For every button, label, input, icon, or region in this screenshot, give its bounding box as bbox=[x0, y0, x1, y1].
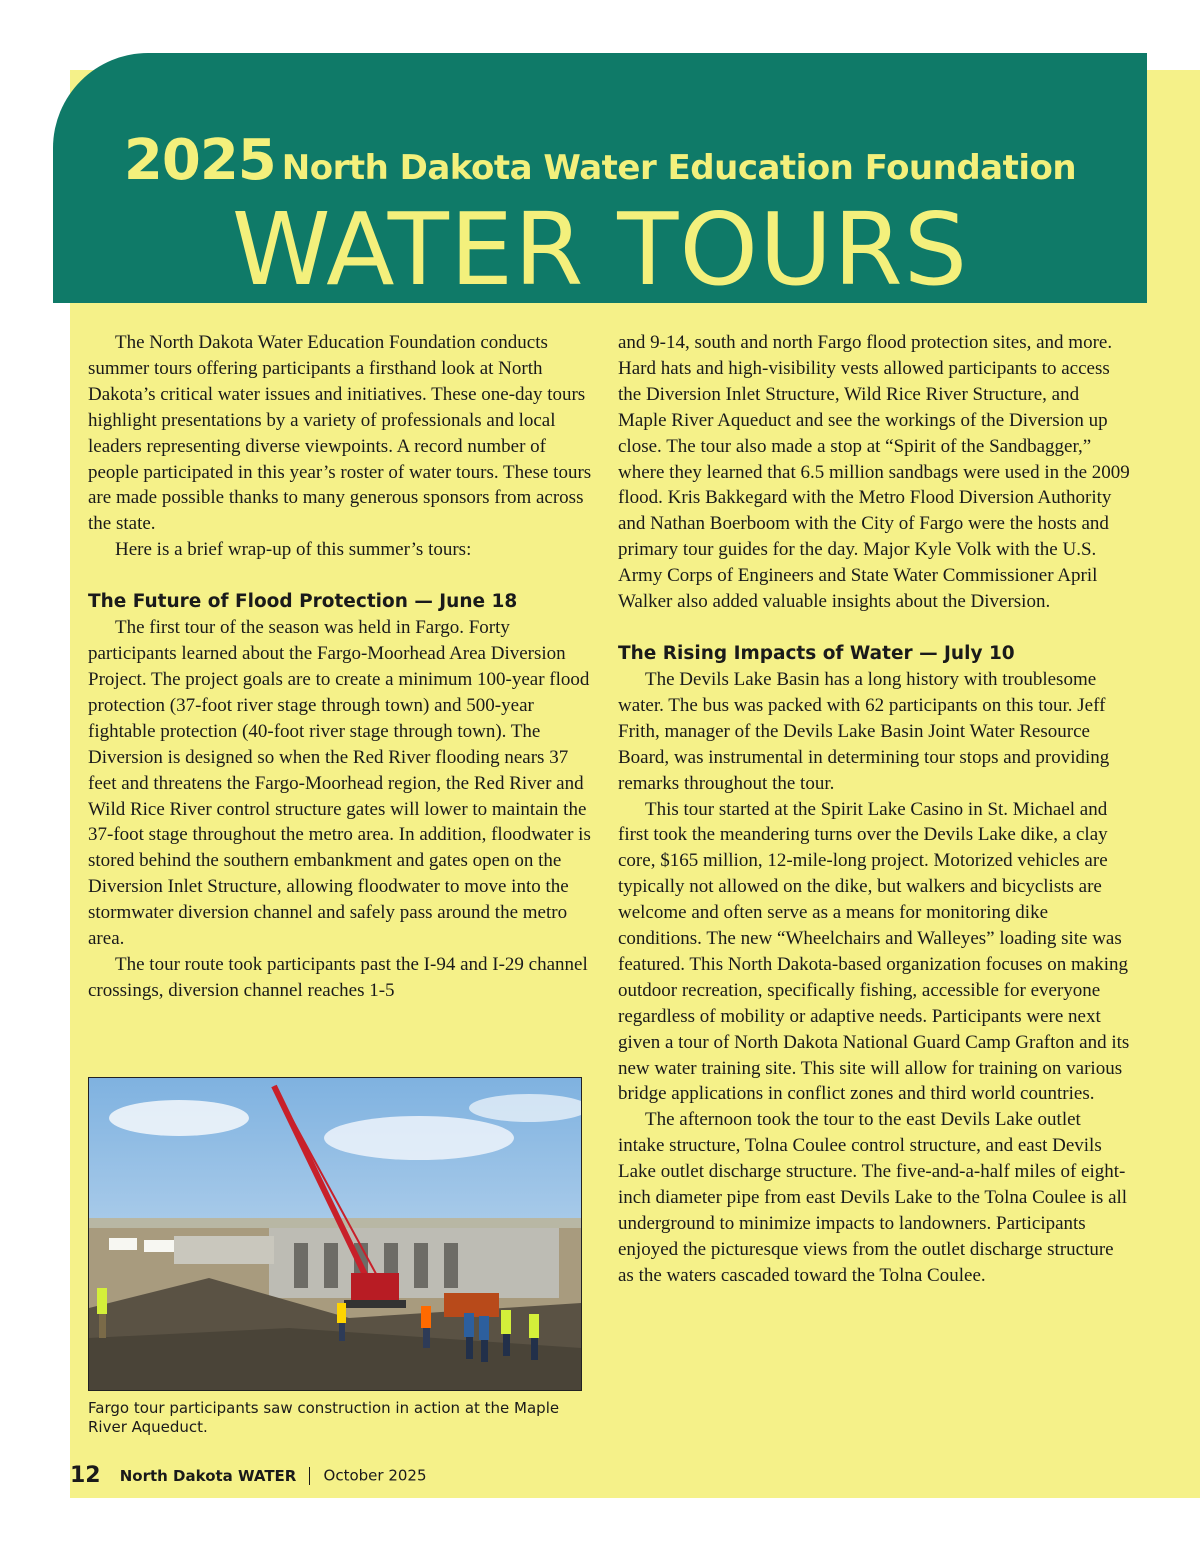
section-2-paragraph-1: The Devils Lake Basin has a long history with troublesome water. The bus was packed with 62 participants on this tour. Jeff Frith, manager of the Devils Lake Basin Joint Water Resource Board, was instrumental in determining tour stops and providing remarks throughout the tour. bbox=[618, 668, 1110, 794]
section-1-heading: The Future of Flood Protection — June 18 bbox=[88, 591, 518, 613]
banner-subtitle bbox=[53, 128, 1147, 193]
footer-divider bbox=[309, 1467, 310, 1485]
page-number: 12 bbox=[70, 1463, 101, 1488]
issue-date: October 2025 bbox=[323, 1466, 427, 1485]
banner-title: WATER TOURS bbox=[231, 191, 969, 308]
photo-caption: Fargo tour participants saw construction in action at the Maple River Aqueduct. bbox=[88, 1399, 560, 1436]
section-2-paragraph-3: The afternoon took the tour to the east Devils Lake outlet intake structure, Tolna Coulee control structure, and east Devils Lake outlet discharge structure. The five-and-a-half miles of eight-inch diameter pipe from east Devils Lake to the Tolna Coulee is all underground to minimize impacts to landowners. Participants enjoyed the picturesque views from the outlet discharge structure as the waters cascaded toward the Tolna Coulee. bbox=[618, 1109, 1128, 1286]
right-column bbox=[618, 330, 1130, 1289]
intro-paragraph-2: Here is a brief wrap-up of this summer’s tours: bbox=[115, 539, 472, 561]
section-2-heading: The Rising Impacts of Water — July 10 bbox=[618, 642, 1015, 664]
publication-name: North Dakota WATER bbox=[119, 1466, 297, 1485]
section-1-paragraph-2: The tour route took participants past the I-94 and I-29 channel crossings, diversion channel reaches 1-5 bbox=[88, 953, 588, 1001]
title-banner bbox=[53, 53, 1147, 308]
page-footer bbox=[70, 1463, 427, 1488]
section-1-paragraph-1: The first tour of the season was held in Fargo. Forty participants learned about the Fargo-Moorhead Area Diversion Project. The project goals are to create a minimum 100-year flood protection (37-foot river stage through town) and 500-year fightable protection (40-foot river stage through town). The Diversion is designed so when the Red River flooding nears 37 feet and threatens the Fargo-Moorhead region, the Red River and Wild Rice River control structure gates will lower to maintain the 37-foot stage throughout the metro area. In addition, floodwater is stored behind the southern embankment and gates open on the Diversion Inlet Structure, allowing floodwater to move into the stormwater diversion channel and safely pass around the metro area. bbox=[88, 617, 591, 950]
banner-year: 2025 bbox=[123, 128, 276, 193]
construction-site-illustration bbox=[89, 1078, 581, 1390]
banner-organization: North Dakota Water Education Foundation bbox=[281, 148, 1077, 188]
left-column bbox=[88, 330, 596, 1004]
intro-paragraph-1: The North Dakota Water Education Foundation conducts summer tours offering participants a firsthand look at North Dakota’s critical water issues and initiatives. These one-day tours highlight presentations by a variety of professionals and local leaders representing diverse viewpoints. A record number of people participated in this year’s roster of water tours. These tours are made possible thanks to many generous sponsors from across the state. bbox=[88, 332, 592, 535]
section-2-paragraph-2: This tour started at the Spirit Lake Casino in St. Michael and first took the meandering turns over the Devils Lake dike, a clay core, $165 million, 12-mile-long project. Motorized vehicles are typically not allowed on the dike, but walkers and bicyclists are welcome and often serve as a means for monitoring dike conditions. The new “Wheelchairs and Walleyes” loading site was featured. This North Dakota-based organization focuses on making outdoor recreation, specifically fishing, accessible for everyone regardless of mobility or adaptive needs. Participants were next given a tour of North Dakota National Guard Camp Grafton and its new water training site. This site will allow for training on various bridge applications in conflict zones and third world countries. bbox=[618, 798, 1130, 1105]
section-1-paragraph-2-continued: and 9-14, south and north Fargo flood protection sites, and more. Hard hats and high-visibility vests allowed participants to access the Diversion Inlet Structure, Wild Rice River Structure, and Maple River Aqueduct and see the workings of the Diversion up close. The tour also made a stop at “Spirit of the Sandbagger,” where they learned that 6.5 million sandbags were used in the 2009 flood. Kris Bakkegard with the Metro Flood Diversion Authority and Nathan Boerboom with the City of Fargo were the hosts and primary tour guides for the day. Major Kyle Volk with the U.S. Army Corps of Engineers and State Water Commissioner April Walker also added valuable insights about the Diversion. bbox=[618, 332, 1130, 613]
photo-maple-river-aqueduct bbox=[88, 1077, 582, 1391]
